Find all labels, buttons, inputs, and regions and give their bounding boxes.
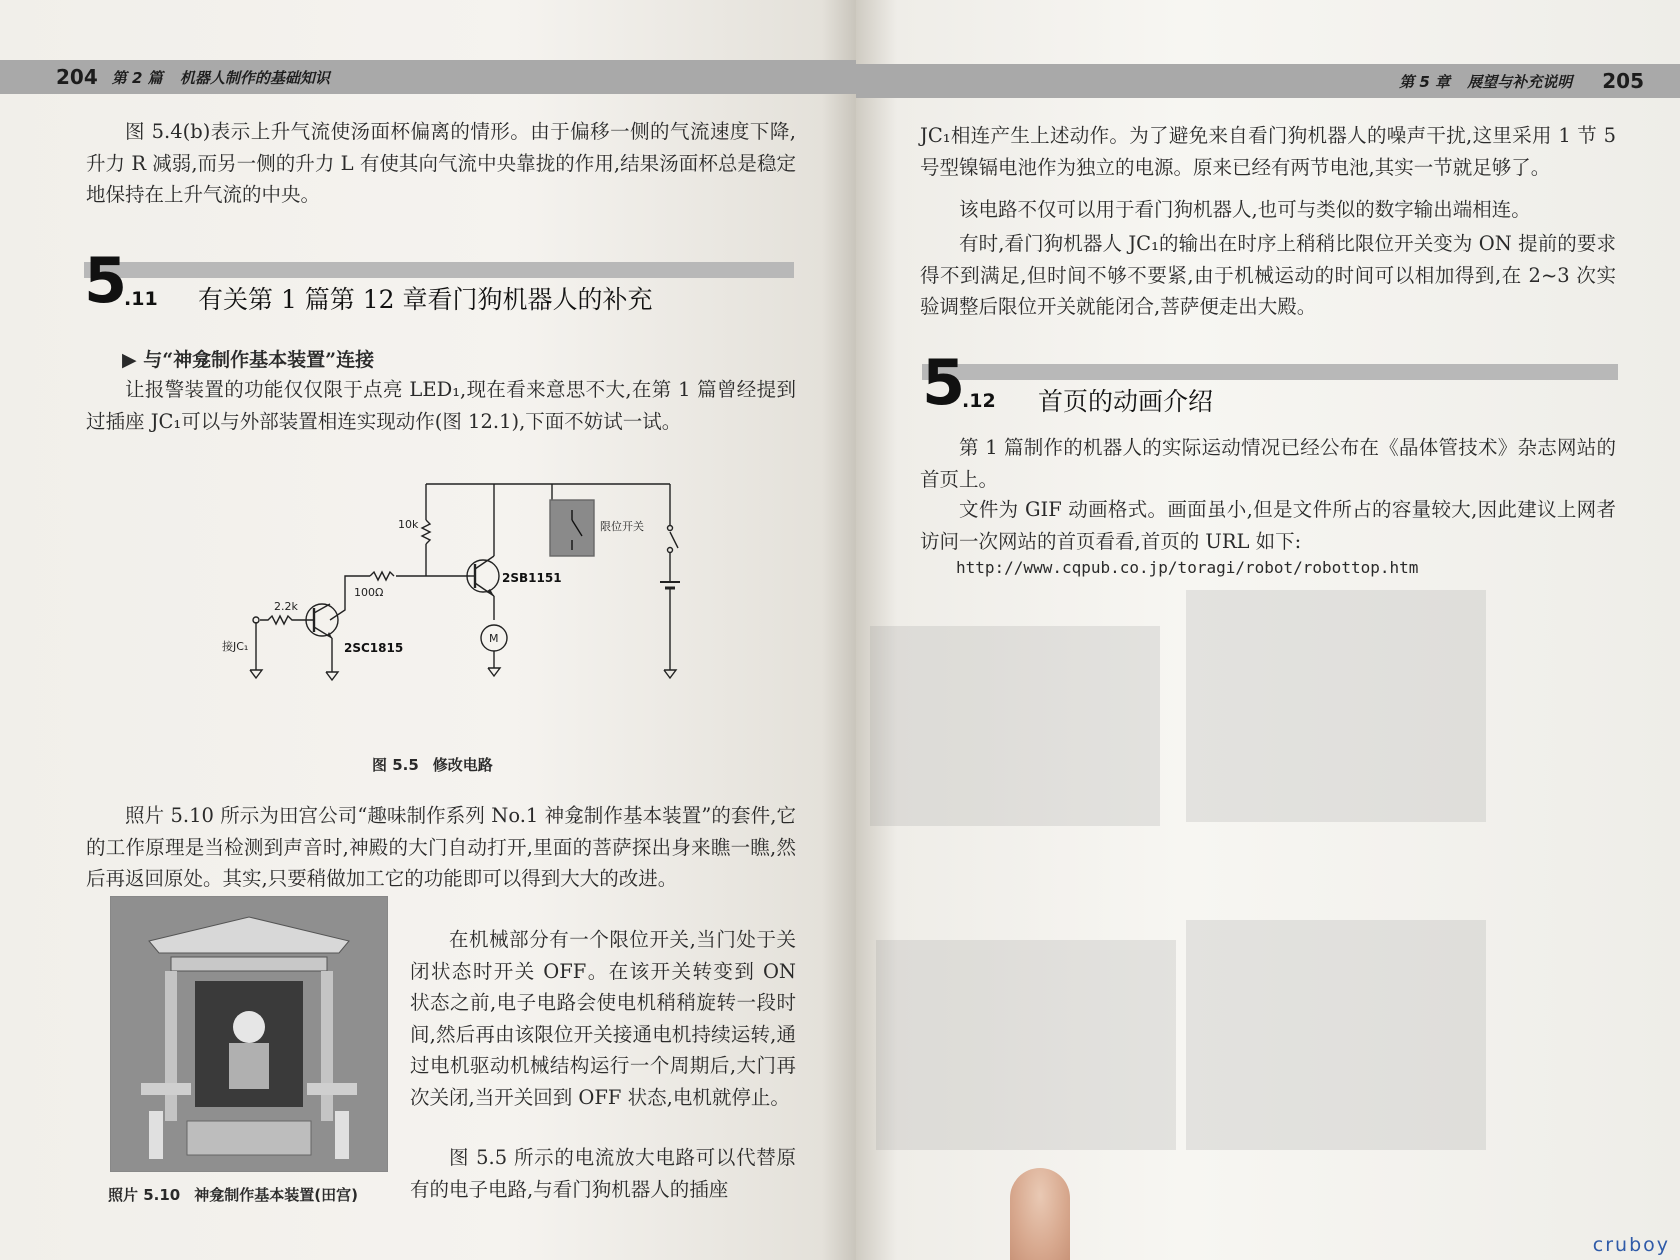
paragraph-1: 让报警装置的功能仅仅限于点亮 LED₁,现在看来意思不大,在第 1 篇曾经提到过插座 JC₁可以与外部装置相连实现动作(图 12.1),下面不妨试一试。 [86,378,796,433]
label-r3: 2.2k [274,600,298,613]
bleed-through-photo-1 [870,626,1160,826]
bleed-through-photo-4 [1186,920,1486,1150]
right-page-header [856,64,1680,98]
rail-right [307,1083,357,1095]
photo-caption-text: 神龛制作基本装置(田宫) [194,1186,358,1204]
section-heading-511 [84,244,794,320]
rail-left [141,1083,191,1095]
section-number-small: .12 [962,390,996,412]
bleed-through-photo-3 [876,940,1176,1150]
section-bar [84,262,794,278]
paragraph-1: JC₁相连产生上述动作。为了避免来自看门狗机器人的噪声干扰,这里采用 1 节 5 号型镍镉电池作为独立的电源。原来已经有两节电池,其实一节就足够了。 [920,124,1616,179]
ground-symbol-2 [326,672,338,680]
shrine-steps [187,1121,311,1155]
figure-body [229,1043,269,1089]
switch2-lever [670,532,678,548]
paragraph-4: 图 5.5 所示的电流放大电路可以代替原有的电子电路,与看门狗机器人的插座 [410,1146,796,1201]
ground-symbol-4 [664,670,676,678]
header-part-title: 机器人制作的基础知识 [179,68,330,87]
watermark: cruboy [1592,1234,1670,1256]
header-part: 第 2 篇 [111,68,163,87]
section-title: 首页的动画介绍 [1038,387,1214,416]
header-part-text [112,67,342,88]
section-number-small: .11 [124,288,158,310]
header-chapter: 第 5 章 [1399,72,1450,91]
left-page-header [0,60,856,94]
q1-arrow [486,589,494,596]
photo-caption-number: 照片 5.10 [108,1186,181,1204]
label-motor: M [489,632,499,645]
switch2-top-contact [668,526,673,531]
shrine-pillar-right [321,971,333,1121]
shrine-illustration [111,897,387,1171]
section-number-big: 5 [922,346,966,419]
shrine-photo [110,896,388,1172]
section-number-big: 5 [84,244,128,317]
circuit-diagram [220,470,700,740]
paragraph-3: 在机械部分有一个限位开关,当门处于关闭状态时开关 OFF。在该开关转变到 ON 状态之前,电子电路会使电机稍稍旋转一段时间,然后再由该限位开关接通电机持续运转,通过电机驱动机械结构运行一个周期后,大门再次关闭,当开关回到 OFF 状态,电机就停止。 [410,928,796,1109]
post-right [335,1111,349,1159]
paragraph-4: 第 1 篇制作的机器人的实际运动情况已经公布在《晶体管技术》杂志网站的首页上。 [920,436,1616,491]
paragraph-3: 有时,看门狗机器人 JC₁的输出在时序上稍稍比限位开关变为 ON 提前的要求得不到满足,但时间不够不要紧,由于机械运动的时间可以相加得到,在 2~3 次实验调整后限位开关就能闭合,菩萨便走出大殿。 [920,232,1616,318]
figure-caption [372,754,493,775]
label-limit-switch: 限位开关 [600,520,644,533]
paragraph-2: 照片 5.10 所示为田宫公司“趣味制作系列 No.1 神龛制作基本装置”的套件,它的工作原理是当检测到声音时,神殿的大门自动打开,里面的菩萨探出身来瞧一瞧,然后再返回原处。其实,只要稍做加工它的功能即可以得到大大的改进。 [86,804,796,890]
thumb [1010,1168,1070,1260]
header-chapter-text [1399,71,1584,92]
intro-paragraph: 图 5.4(b)表示上升气流使汤面杯偏离的情形。由于偏移一侧的气流速度下降,升力 R 减弱,而另一侧的升力 L 有使其向气流中央靠拢的作用,结果汤面杯总是稳定地保持在上升气流的中央。 [86,120,796,206]
label-r1: 10k [398,518,419,531]
shrine-pillar-left [165,971,177,1121]
photo-caption [108,1184,358,1205]
ground-symbol-1 [250,670,262,678]
post-left [149,1111,163,1159]
page-number: 204 [56,65,98,89]
bleed-through-photo-2 [1186,590,1486,822]
header-chapter-title: 展望与补充说明 [1467,72,1573,91]
section-bar [922,364,1618,380]
website-url: http://www.cqpub.co.jp/toragi/robot/robottop.htm [956,558,1419,577]
subheading: ▶ 与“神龛制作基本装置”连接 [122,349,375,371]
r1-resistor [422,520,430,544]
label-q1: 2SB1151 [502,571,562,585]
page-number: 205 [1602,69,1644,93]
label-input: 接JC₁ [222,640,249,653]
switch2-bottom-contact [668,548,673,553]
figure-caption-number: 图 5.5 [372,756,419,774]
figure-caption-text: 修改电路 [432,756,493,774]
right-page [856,0,1680,1260]
paragraph-5: 文件为 GIF 动画格式。画面虽小,但是文件所占的容量较大,因此建议上网者访问一次网站的首页看看,首页的 URL 如下: [920,498,1616,553]
figure-head [233,1011,265,1043]
section-heading-512 [922,346,1618,422]
shrine-beam [171,957,327,971]
paragraph-2: 该电路不仅可以用于看门狗机器人,也可与类似的数字输出端相连。 [959,198,1531,221]
label-r2: 100Ω [354,586,384,599]
section-title: 有关第 1 篇第 12 章看门狗机器人的补充 [198,285,653,314]
label-q2: 2SC1815 [344,641,404,655]
r2-resistor [370,572,394,580]
ground-symbol-3 [488,668,500,676]
